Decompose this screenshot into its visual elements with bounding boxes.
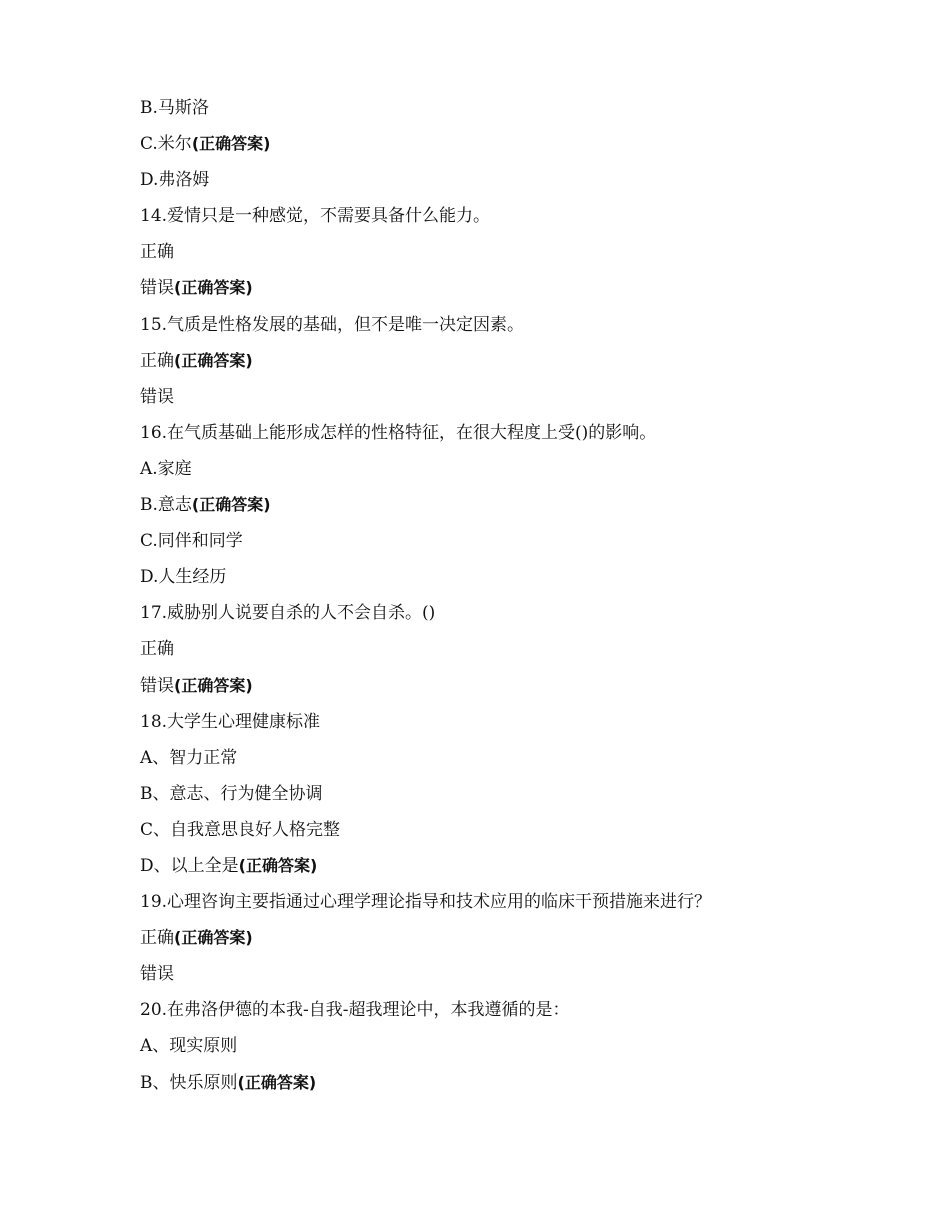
quiz-line	[140, 708, 860, 744]
line-text: B、快乐原则	[140, 1072, 238, 1093]
line-text: 错误	[140, 278, 174, 299]
quiz-line	[140, 130, 860, 166]
quiz-content	[140, 94, 860, 1105]
quiz-line	[140, 960, 860, 996]
quiz-line	[140, 780, 860, 816]
line-text: 正确	[140, 350, 174, 371]
quiz-line	[140, 419, 860, 455]
quiz-line	[140, 383, 860, 419]
correct-answer-marker: (正确答案)	[174, 350, 253, 370]
quiz-line	[140, 924, 860, 960]
line-text: 15.气质是性格发展的基础，但不是唯一决定因素。	[140, 314, 525, 335]
quiz-line	[140, 816, 860, 852]
line-text: C.米尔	[140, 134, 192, 155]
quiz-line	[140, 599, 860, 635]
quiz-line	[140, 996, 860, 1032]
line-text: B.意志	[140, 495, 192, 516]
line-text: A、现实原则	[140, 1036, 238, 1057]
line-text: 正确	[140, 928, 174, 949]
quiz-line	[140, 274, 860, 310]
quiz-line	[140, 527, 860, 563]
line-text: 错误	[140, 386, 174, 407]
line-text: 19.心理咨询主要指通过心理学理论指导和技术应用的临床干预措施来进行？	[140, 892, 712, 913]
line-text: C.同伴和同学	[140, 531, 243, 552]
line-text: 正确	[140, 242, 174, 263]
line-text: C、自我意思良好人格完整	[140, 819, 341, 840]
line-text: A.家庭	[140, 458, 192, 479]
line-text: B.马斯洛	[140, 98, 209, 118]
quiz-line	[140, 1069, 860, 1105]
line-text: 14.爱情只是一种感觉，不需要具备什么能力。	[140, 206, 491, 227]
correct-answer-marker: (正确答案)	[174, 928, 253, 948]
quiz-line	[140, 563, 860, 599]
quiz-line	[140, 744, 860, 780]
line-text: 20.在弗洛伊德的本我-自我-超我理论中，本我遵循的是：	[140, 1000, 570, 1021]
quiz-line	[140, 635, 860, 671]
quiz-line	[140, 888, 860, 924]
line-text: A、智力正常	[140, 747, 238, 768]
quiz-line	[140, 202, 860, 238]
quiz-line	[140, 347, 860, 383]
quiz-line	[140, 672, 860, 708]
line-text: 18.大学生心理健康标准	[140, 711, 321, 732]
line-text: B、意志、行为健全协调	[140, 783, 323, 804]
quiz-line	[140, 1032, 860, 1068]
line-text: D、以上全是	[140, 855, 239, 876]
correct-answer-marker: (正确答案)	[238, 855, 318, 875]
line-text: 16.在气质基础上能形成怎样的性格特征，在很大程度上受()的影响。	[140, 422, 657, 443]
correct-answer-marker: (正确答案)	[191, 495, 271, 515]
line-text: D.人生经历	[140, 567, 227, 588]
correct-answer-marker: (正确答案)	[174, 278, 253, 298]
line-text: 错误	[140, 675, 174, 696]
correct-answer-marker: (正确答案)	[237, 1072, 317, 1092]
correct-answer-marker: (正确答案)	[191, 134, 271, 154]
quiz-line	[140, 491, 860, 527]
quiz-line	[140, 852, 860, 888]
quiz-line	[140, 311, 860, 347]
line-text: 17.威胁别人说要自杀的人不会自杀。()	[140, 603, 436, 624]
correct-answer-marker: (正确答案)	[174, 675, 253, 695]
quiz-line	[140, 238, 860, 274]
quiz-line	[140, 455, 860, 491]
quiz-line	[140, 166, 860, 202]
quiz-line	[140, 94, 860, 130]
line-text: 正确	[140, 639, 174, 660]
line-text: D.弗洛姆	[140, 170, 210, 191]
line-text: 错误	[140, 964, 174, 985]
